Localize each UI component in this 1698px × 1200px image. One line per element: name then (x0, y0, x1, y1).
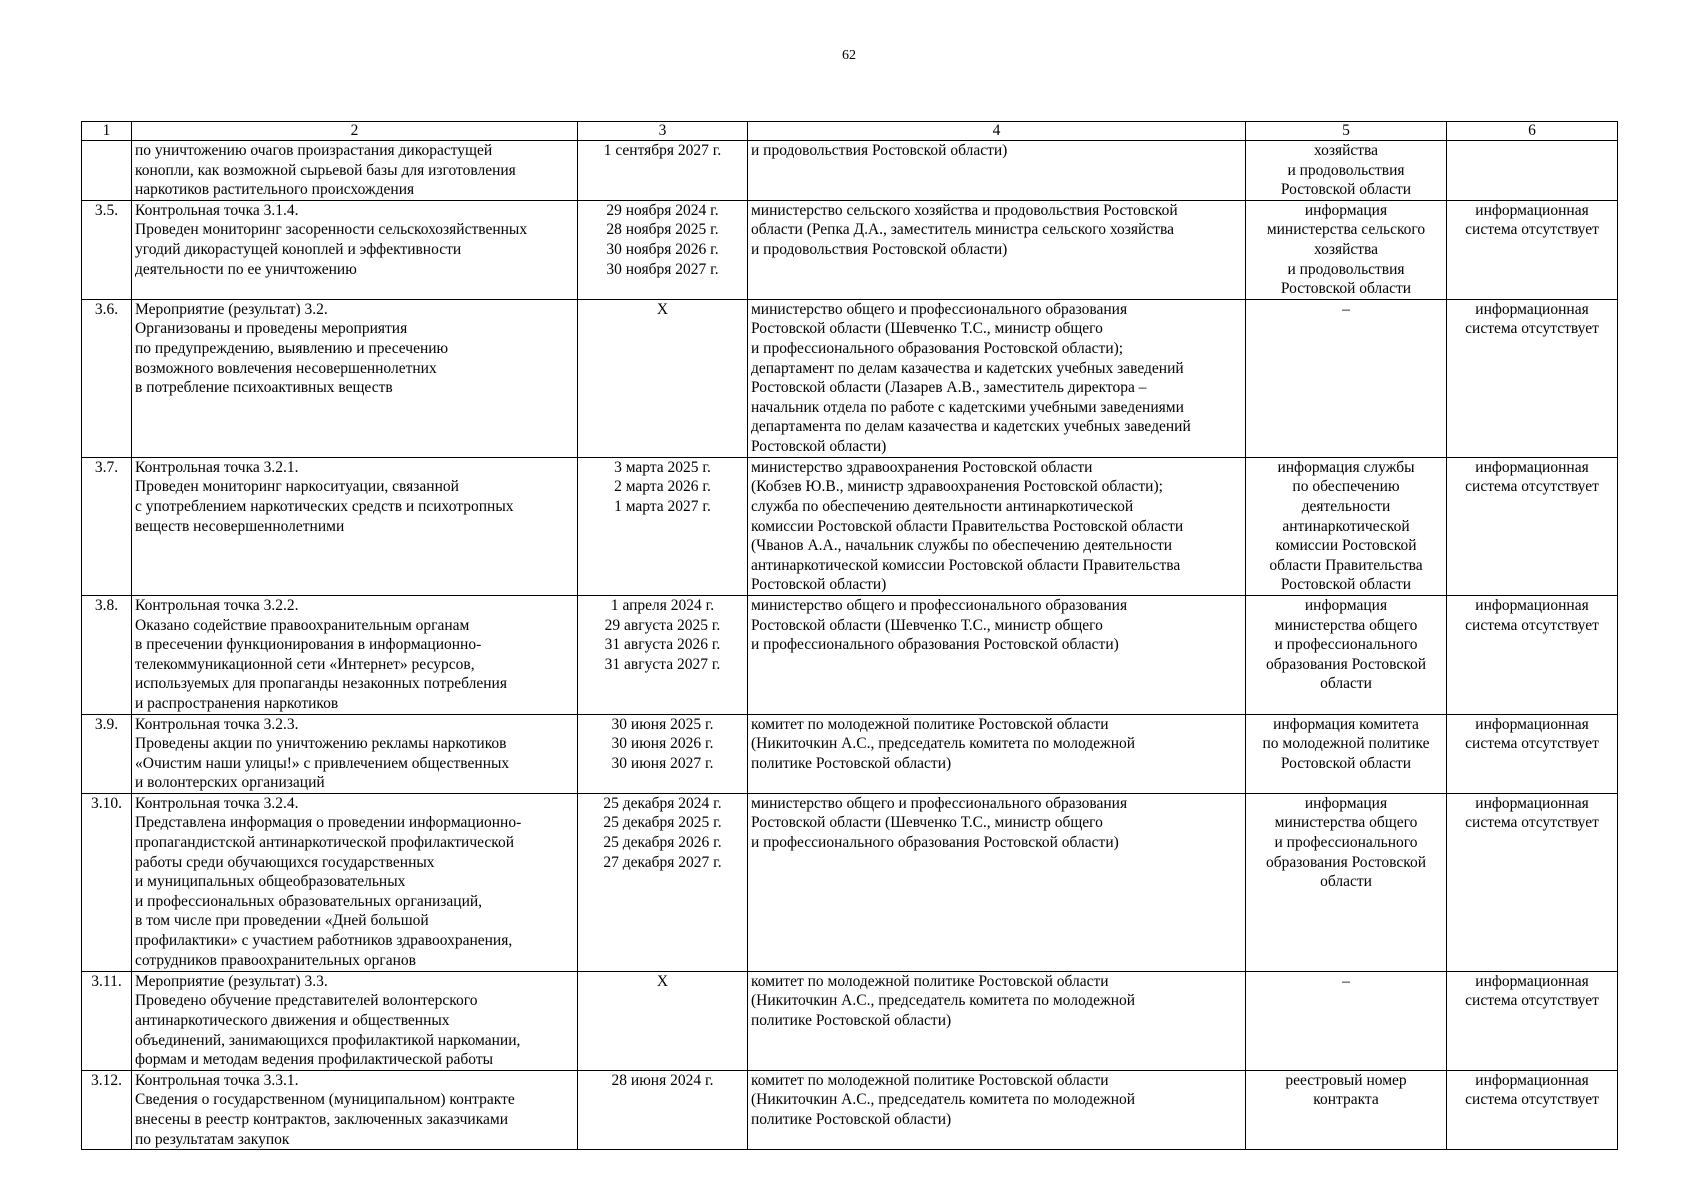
row-system: информационная система отсутствует (1447, 714, 1618, 793)
column-header-4: 4 (748, 122, 1246, 141)
row-document: информация министерства общего и профессионального образования Ростовской области (1246, 793, 1447, 971)
row-system: информационная система отсутствует (1447, 971, 1618, 1070)
row-number: 3.9. (82, 714, 132, 793)
column-number-row (82, 122, 1618, 141)
table-row (82, 971, 1618, 1070)
row-responsible: министерство общего и профессионального образования Ростовской области (Шевченко Т.С., министр общего и профессионального образования Ростовской области) (748, 793, 1246, 971)
table-row (82, 595, 1618, 714)
row-dates: 30 июня 2025 г. 30 июня 2026 г. 30 июня 2027 г. (578, 714, 748, 793)
row-system: информационная система отсутствует (1447, 595, 1618, 714)
row-dates: Х (578, 299, 748, 457)
row-document: информация министерства сельского хозяйства и продовольствия Ростовской области (1246, 200, 1447, 299)
table-row (82, 1070, 1618, 1149)
column-header-2: 2 (132, 122, 578, 141)
row-number: 3.10. (82, 793, 132, 971)
row-responsible: комитет по молодежной политике Ростовской области (Никиточкин А.С., председатель комитета по молодежной политике Ростовской области) (748, 971, 1246, 1070)
row-dates: 1 апреля 2024 г. 29 августа 2025 г. 31 августа 2026 г. 31 августа 2027 г. (578, 595, 748, 714)
page-number: 62 (842, 48, 856, 63)
row-dates: 3 марта 2025 г. 2 марта 2026 г. 1 марта 2027 г. (578, 457, 748, 595)
row-dates: 1 сентября 2027 г. (578, 141, 748, 201)
row-number: 3.5. (82, 200, 132, 299)
row-responsible: министерство общего и профессионального образования Ростовской области (Шевченко Т.С., министр общего и профессионального образования Ростовской области) (748, 595, 1246, 714)
row-number: 3.6. (82, 299, 132, 457)
row-document: хозяйства и продовольствия Ростовской области (1246, 141, 1447, 201)
row-title: Контрольная точка 3.2.1. Проведен мониторинг наркоситуации, связанной с употреблением наркотических средств и психотропных веществ несовершеннолетними (132, 457, 578, 595)
row-document: информация комитета по молодежной политике Ростовской области (1246, 714, 1447, 793)
row-dates: Х (578, 971, 748, 1070)
row-number: 3.7. (82, 457, 132, 595)
row-title: по уничтожению очагов произрастания дикорастущей конопли, как возможной сырьевой базы для изготовления наркотиков растительного происхождения (132, 141, 578, 201)
row-number: 3.8. (82, 595, 132, 714)
row-system (1447, 141, 1618, 201)
row-dates: 25 декабря 2024 г. 25 декабря 2025 г. 25 декабря 2026 г. 27 декабря 2027 г. (578, 793, 748, 971)
table-row (82, 457, 1618, 595)
row-title: Мероприятие (результат) 3.3. Проведено обучение представителей волонтерского антинаркотического движения и общественных объединений, занимающихся профилактикой наркомании, формам и методам ведения профилактической работы (132, 971, 578, 1070)
row-number: 3.11. (82, 971, 132, 1070)
plan-table (81, 121, 1618, 1150)
row-responsible: министерство общего и профессионального образования Ростовской области (Шевченко Т.С., министр общего и профессионального образования Ростовской области); департамент по делам казачества и кадетских учебных заведений Ростовской области (Лазарев А.В., заместитель директора – начальник отдела по работе с кадетскими учебными заведениями департамента по делам казачества и кадетских учебных заведений Ростовской области) (748, 299, 1246, 457)
column-header-1: 1 (82, 122, 132, 141)
table-row (82, 141, 1618, 201)
table-row (82, 200, 1618, 299)
row-document: информация службы по обеспечению деятельности антинаркотической комиссии Ростовской области Правительства Ростовской области (1246, 457, 1447, 595)
row-dates: 28 июня 2024 г. (578, 1070, 748, 1149)
row-responsible: комитет по молодежной политике Ростовской области (Никиточкин А.С., председатель комитета по молодежной политике Ростовской области) (748, 714, 1246, 793)
row-title: Контрольная точка 3.1.4. Проведен мониторинг засоренности сельскохозяйственных угодий дикорастущей коноплей и эффективности деятельности по ее уничтожению (132, 200, 578, 299)
row-dates: 29 ноября 2024 г. 28 ноября 2025 г. 30 ноября 2026 г. 30 ноября 2027 г. (578, 200, 748, 299)
row-system: информационная система отсутствует (1447, 200, 1618, 299)
row-document: информация министерства общего и профессионального образования Ростовской области (1246, 595, 1447, 714)
row-title: Контрольная точка 3.2.3. Проведены акции по уничтожению рекламы наркотиков «Очистим наши улицы!» с привлечением общественных и волонтерских организаций (132, 714, 578, 793)
row-system: информационная система отсутствует (1447, 793, 1618, 971)
row-system: информационная система отсутствует (1447, 1070, 1618, 1149)
column-header-6: 6 (1447, 122, 1618, 141)
row-responsible: и продовольствия Ростовской области) (748, 141, 1246, 201)
table-row (82, 793, 1618, 971)
row-responsible: министерство сельского хозяйства и продовольствия Ростовской области (Репка Д.А., заместитель министра сельского хозяйства и продовольствия Ростовской области) (748, 200, 1246, 299)
table-row (82, 299, 1618, 457)
row-document: – (1246, 299, 1447, 457)
column-header-3: 3 (578, 122, 748, 141)
row-system: информационная система отсутствует (1447, 457, 1618, 595)
row-number (82, 141, 132, 201)
row-system: информационная система отсутствует (1447, 299, 1618, 457)
row-title: Контрольная точка 3.3.1. Сведения о государственном (муниципальном) контракте внесены в реестр контрактов, заключенных заказчиками по результатам закупок (132, 1070, 578, 1149)
table-row (82, 714, 1618, 793)
row-document: реестровый номер контракта (1246, 1070, 1447, 1149)
row-document: – (1246, 971, 1447, 1070)
column-header-5: 5 (1246, 122, 1447, 141)
row-title: Мероприятие (результат) 3.2. Организованы и проведены мероприятия по предупреждению, выявлению и пресечению возможного вовлечения несовершеннолетних в потребление психоактивных веществ (132, 299, 578, 457)
row-number: 3.12. (82, 1070, 132, 1149)
row-title: Контрольная точка 3.2.4. Представлена информация о проведении информационно- пропагандистской антинаркотической профилактической работы среди обучающихся государственных и муниципальных общеобразовательных и профессиональных образовательных организаций, в том числе при проведении «Дней большой профилактики» с участием работников здравоохранения, сотрудников правоохранительных органов (132, 793, 578, 971)
row-responsible: комитет по молодежной политике Ростовской области (Никиточкин А.С., председатель комитета по молодежной политике Ростовской области) (748, 1070, 1246, 1149)
row-title: Контрольная точка 3.2.2. Оказано содействие правоохранительным органам в пресечении функционирования в информационно- телекоммуникационной сети «Интернет» ресурсов, используемых для пропаганды незаконных потребления и распространения наркотиков (132, 595, 578, 714)
row-responsible: министерство здравоохранения Ростовской области (Кобзев Ю.В., министр здравоохранения Ростовской области); служба по обеспечению деятельности антинаркотической комиссии Ростовской области Правительства Ростовской области (Чванов А.А., начальник службы по обеспечению деятельности антинаркотической комиссии Ростовской области Правительства Ростовской области) (748, 457, 1246, 595)
